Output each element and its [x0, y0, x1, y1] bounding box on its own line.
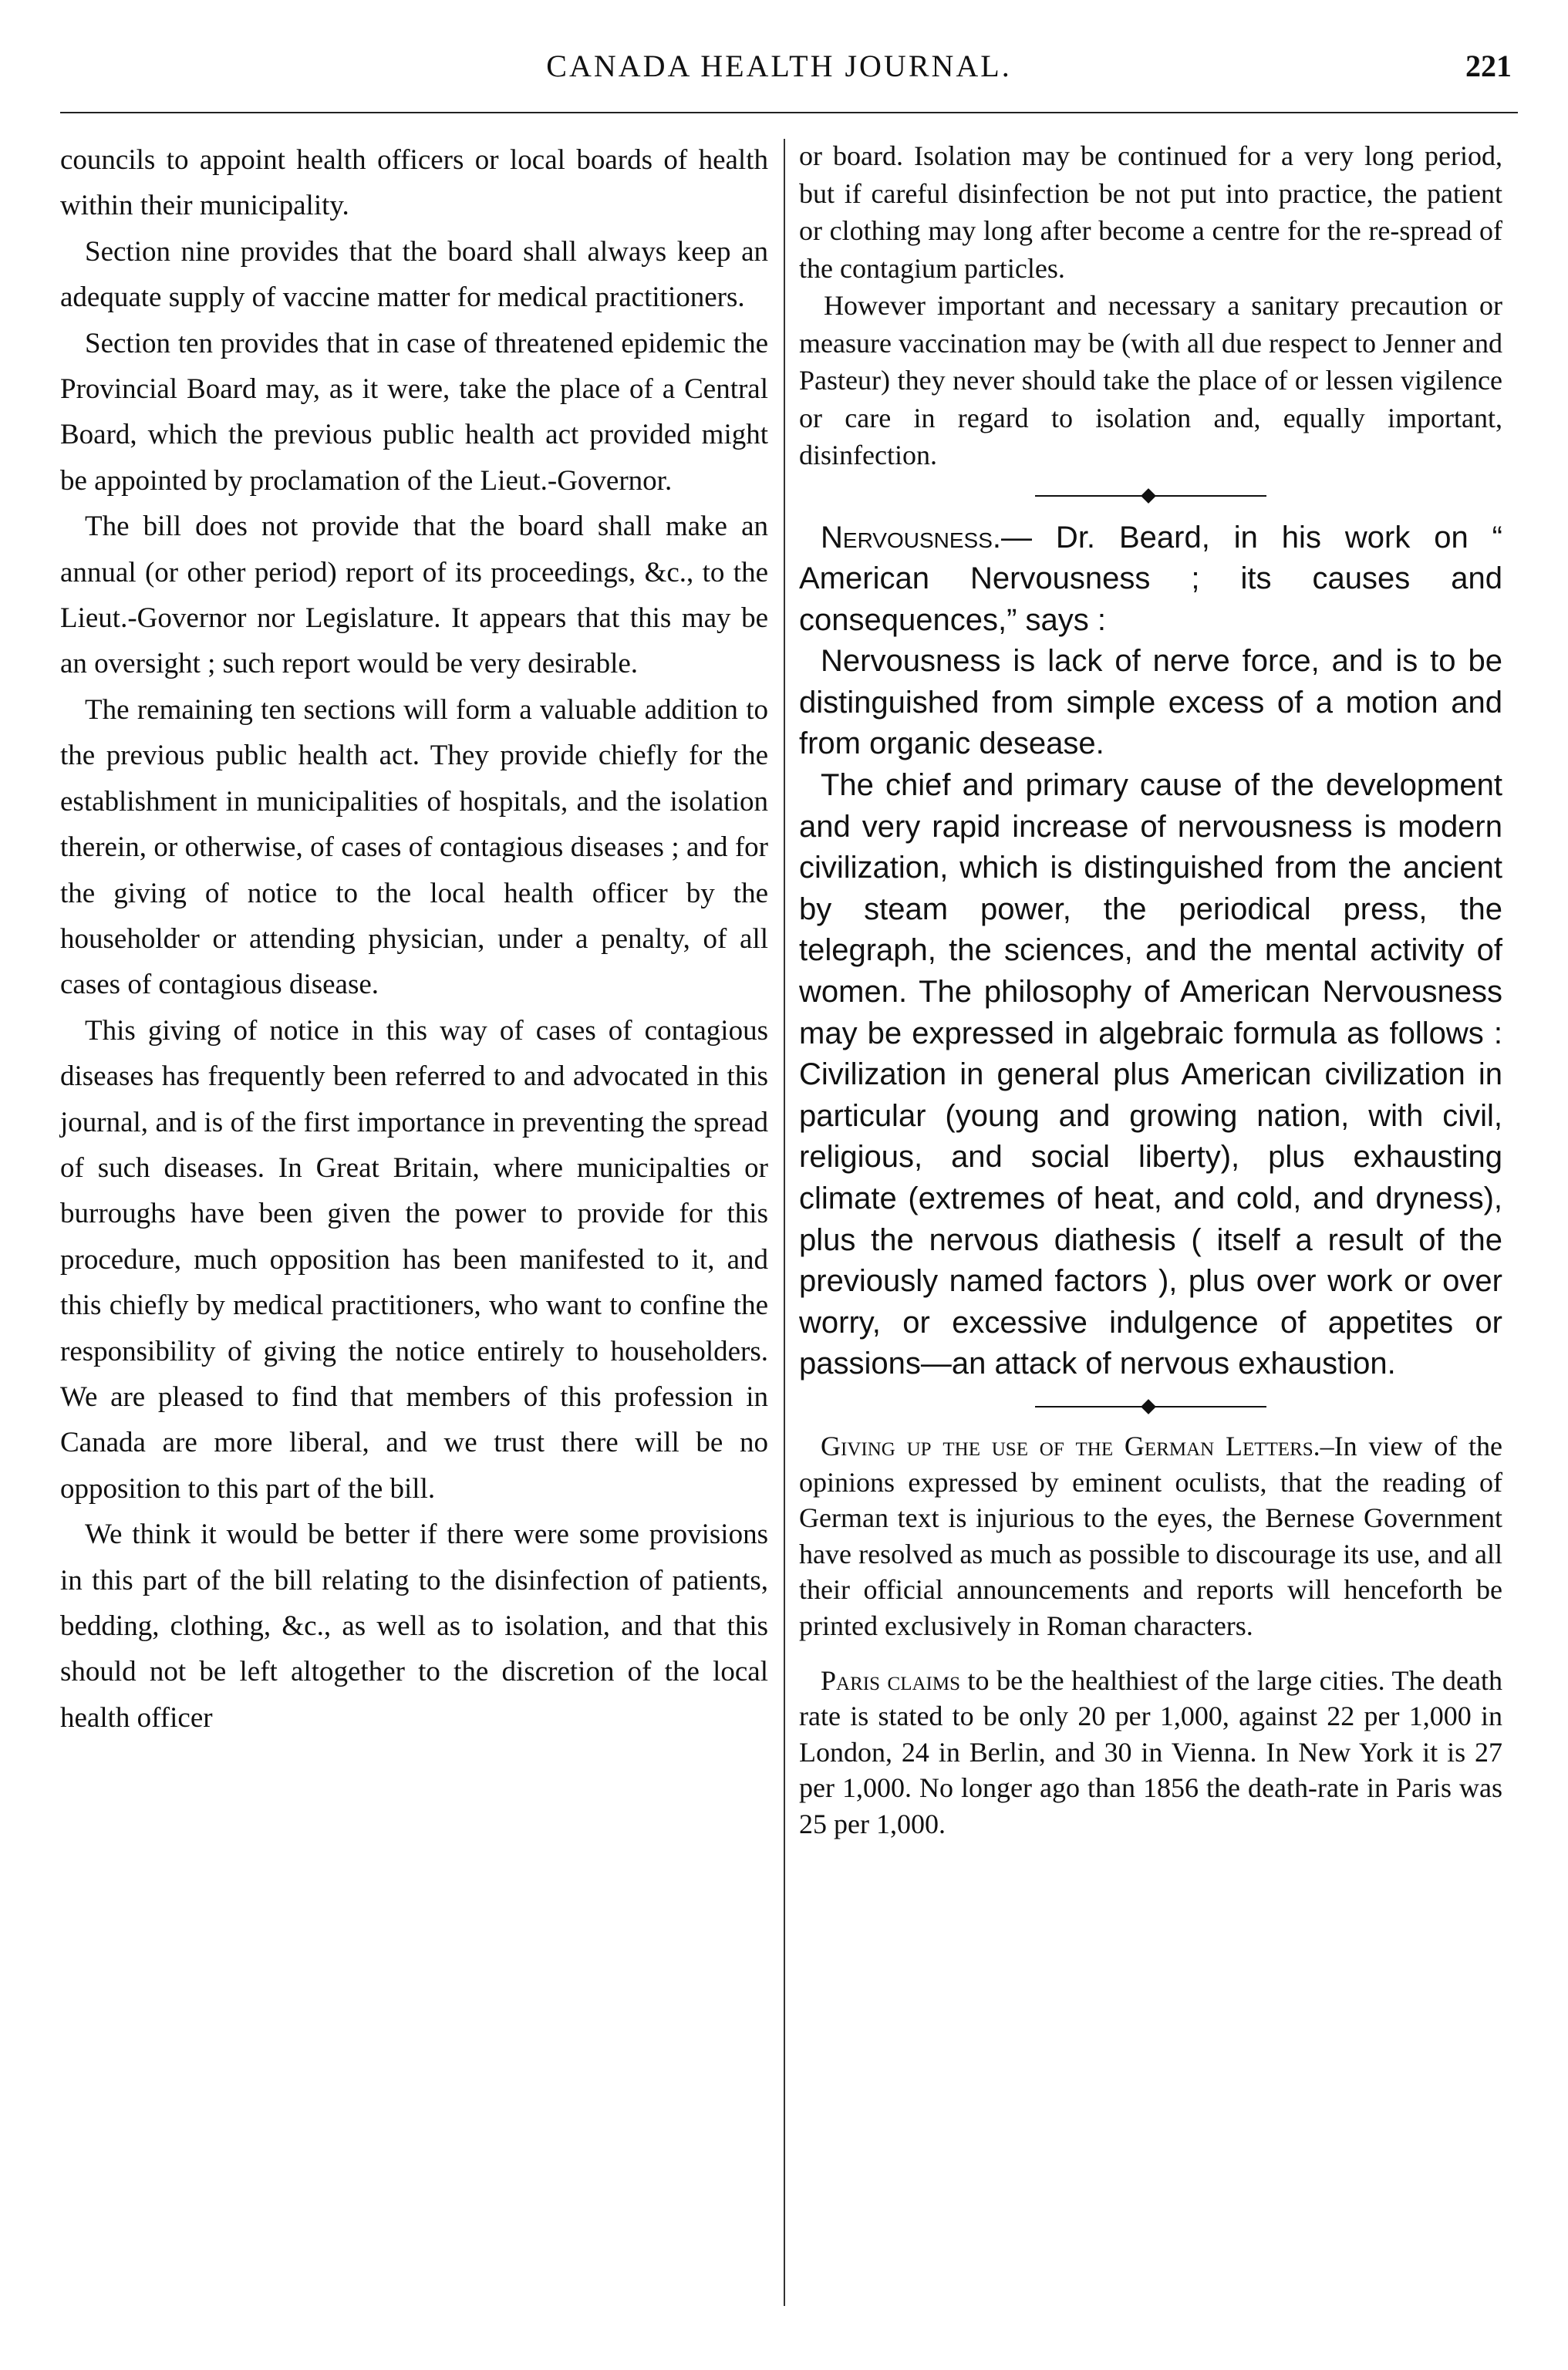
- header-rule: [60, 112, 1518, 113]
- section-ornament: [1035, 1385, 1266, 1428]
- paragraph: The remaining ten sections will form a valuable addition to the previous public health act. They provide chiefly for the establishment in municipalities of hospitals, and the isolation therein, or otherwise, of cases of contagious diseases ; and for the giving of notice to the local health officer by the householder or attending physician, under a penalty, of all cases of contagious disease.: [60, 693, 768, 1001]
- paragraph: The bill does not provide that the board shall make an annual (or other period) report of its proceedings, &c., to the Lieut.-Governor nor Legislature. It appears that this may be an oversight ; such report would be very desirable.: [60, 511, 768, 680]
- paragraph: The chief and primary cause of the development and very rapid increase of nervousness is modern civilization, which is distinguished from the ancient by steam power, the periodical press, the telegraph, the sciences, and the mental activity of women. The philosophy of American Nervousness may be expressed in algebraic formula as follows : Civilization in general plus American civilization in particular (young and growing nation, with civil, religious, and social liberty), plus exhausting climate (extremes of heat, and cold, and dryness), plus the nervous diathesis ( itself a result of the previously named factors ), plus over work or over worry, or excessive indulgence of appetites or passions—an attack of nervous exhaustion.: [799, 768, 1502, 1381]
- article-body: to be the healthiest of the large cities. The death rate is stated to be only 20 per 1,000, against 22 per 1,000 in London, 24 in Berlin, and 30 in Vienna. In New York it is 27 per 1,000. No longer ago than 1856 the death-rate in Paris was 25 per 1,000.: [799, 1664, 1502, 1839]
- left-column: [60, 137, 768, 1741]
- journal-title: CANADA HEALTH JOURNAL.: [546, 49, 1012, 83]
- paragraph: or board. Isolation may be continued for a very long period, but if careful disinfection be not put into practice, the patient or clothing may long after become a centre for the re-spread of the contagium particles.: [799, 140, 1502, 284]
- nervousness-article: [799, 517, 1502, 1385]
- continued-article: [799, 137, 1502, 474]
- paris-article: [799, 1663, 1502, 1842]
- paragraph: We think it would be better if there were some provisions in this part of the bill relating to the disinfection of patients, bedding, clothing, &c., as well as to isolation, and that this should not be left altogether to the discretion of the local health officer: [60, 1519, 768, 1734]
- german-letters-article: [799, 1428, 1502, 1644]
- article-heading: Paris claims: [821, 1664, 960, 1696]
- paragraph: However important and necessary a sanitary precaution or measure vaccination may be (with all due respect to Jenner and Pasteur) they never should take the place of or lessen vigilence or care in regard to isolation and, equally important, disinfection.: [799, 290, 1502, 470]
- section-ornament: [1035, 474, 1266, 517]
- running-head: [46, 48, 1512, 86]
- paragraph: This giving of notice in this way of cases of contagious diseases has frequently been referred to and advocated in this journal, and is of the first importance in preventing the spread of such diseases. In Great Britain, where municipalties or burroughs have been given the power to provide for this procedure, much opposition has been manifested to it, and this chiefly by medical practitioners, who want to confine the responsibility of giving the notice entirely to householders. We are pleased to find that members of this profession in Canada are more liberal, and we trust there will be no opposition to this part of the bill.: [60, 1014, 768, 1505]
- paragraph: Section ten provides that in case of threatened epidemic the Provincial Board may, as it were, take the place of a Central Board, which the previous public health act provided might be appointed by proclamation of the Lieut.-Governor.: [60, 327, 768, 497]
- paragraph: Section nine provides that the board shall always keep an adequate supply of vaccine matter for medical practitioners.: [60, 235, 768, 314]
- paragraph: Nervousness is lack of nerve force, and is to be distinguished from simple excess of a motion and from organic desease.: [799, 644, 1502, 761]
- article-lead: [799, 1428, 1502, 1644]
- article-heading: Giving up the use of the German Letters.: [821, 1430, 1320, 1461]
- column-divider: [784, 139, 785, 2306]
- article-body: –In view of the opinions expressed by eminent oculists, that the reading of German text is injurious to the eyes, the Bernese Government have resolved as much as possible to discourage its use, and all their official announcements and reports will henceforth be printed exclusively in Roman characters.: [799, 1430, 1502, 1641]
- page-number: 221: [1465, 49, 1512, 83]
- article-intro: — Dr. Beard, in his work on “ American Nervousness ; its causes and consequences,” says :: [799, 520, 1502, 637]
- article-heading: Nervousness.: [821, 520, 1001, 555]
- paragraph: councils to appoint health officers or local boards of health within their municipality.: [60, 144, 768, 222]
- right-column: [799, 137, 1502, 1842]
- article-lead: [799, 517, 1502, 642]
- article-lead: [799, 1663, 1502, 1842]
